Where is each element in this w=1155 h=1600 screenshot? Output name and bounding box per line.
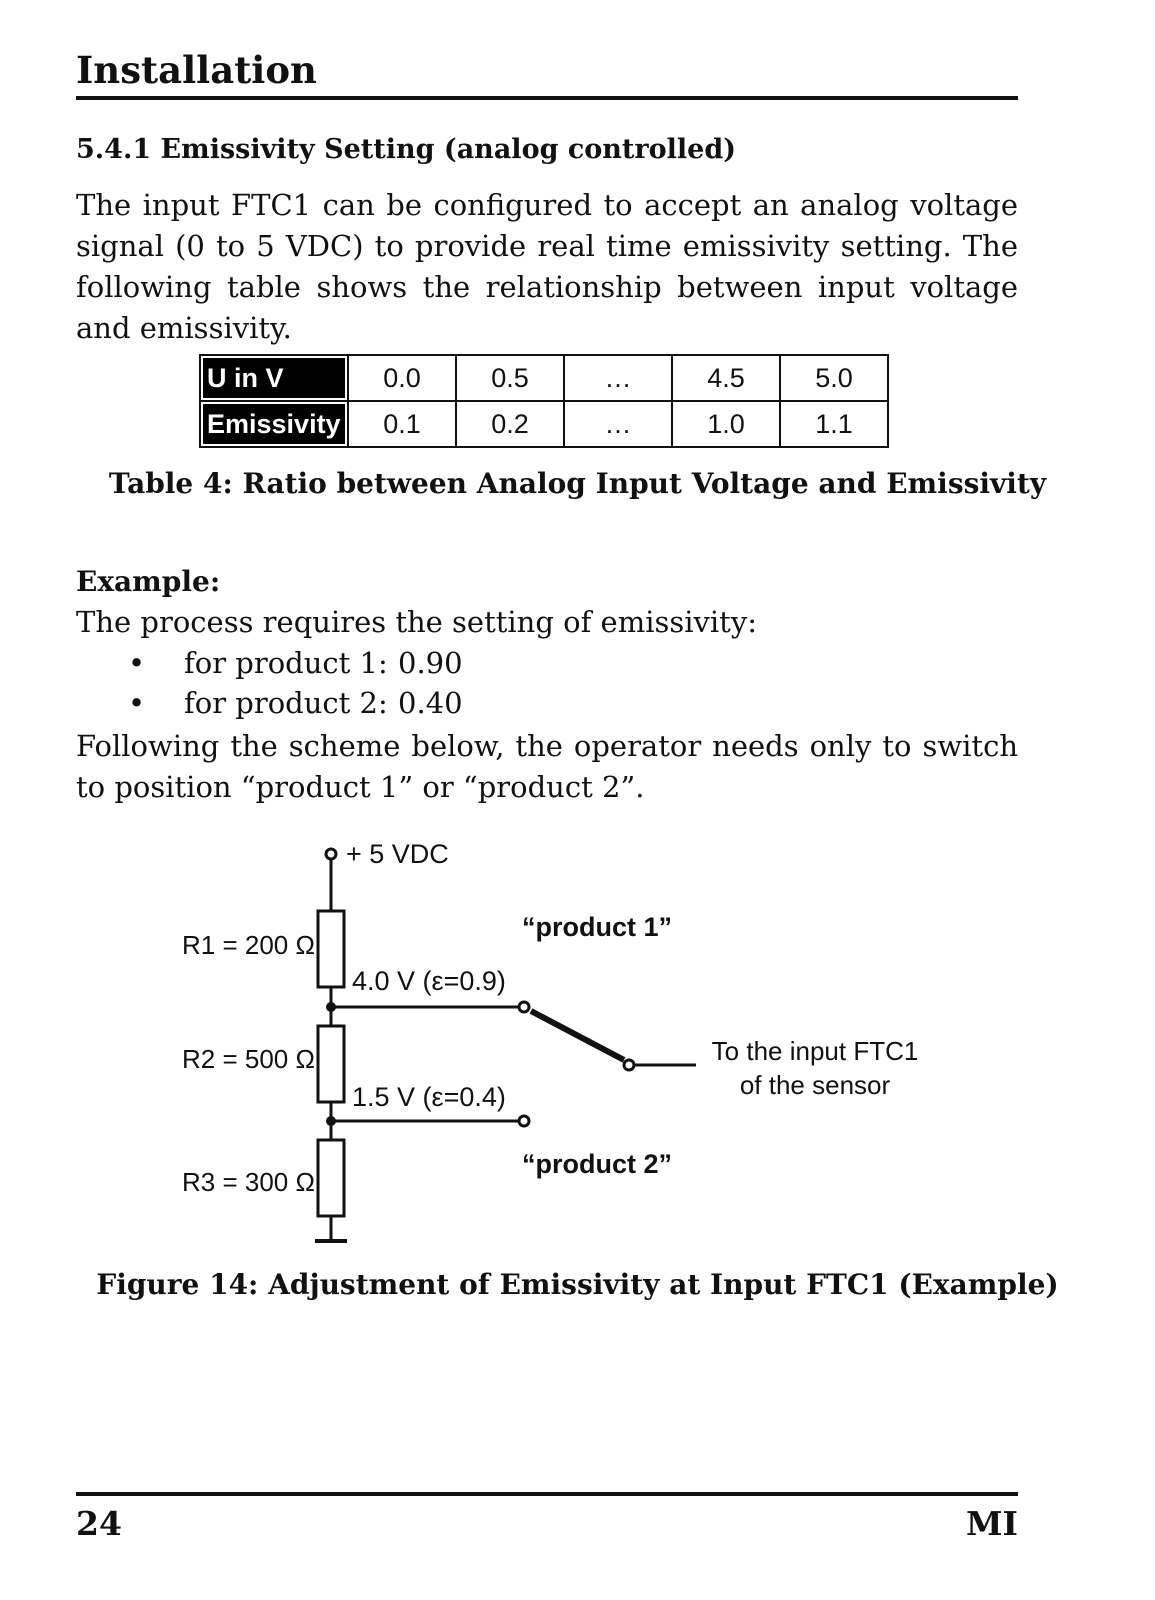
switch-contact-product-2 (519, 1116, 529, 1126)
table-cell: 4.5 (672, 355, 780, 401)
bullet-icon: • (128, 646, 146, 680)
resistor-r2 (318, 1026, 344, 1102)
product-2-label: “product 2” (522, 1149, 673, 1179)
bullet-icon: • (128, 686, 146, 720)
product-1-label: “product 1” (522, 912, 673, 942)
row-header-voltage: U in V (200, 355, 348, 401)
example-label: Example: (76, 565, 221, 598)
section-heading: 5.4.1 Emissivity Setting (analog controlled) (76, 134, 736, 165)
row-header-emissivity: Emissivity (200, 401, 348, 447)
table-cell: 5.0 (780, 355, 888, 401)
table-cell: … (564, 401, 672, 447)
product-label: for product 2: (184, 686, 388, 720)
voltage-emissivity-table (199, 354, 889, 448)
r2-label: R2 = 500 Ω (182, 1044, 315, 1074)
example-text: The process requires the setting of emissivity: (76, 605, 757, 639)
supply-label: + 5 VDC (346, 839, 449, 869)
r3-label: R3 = 300 Ω (182, 1167, 315, 1197)
manual-code: MI (966, 1504, 1018, 1543)
output-label-line-1: To the input FTC1 (711, 1036, 919, 1066)
follow-paragraph: Following the scheme below, the operator needs only to switch to position “product 1” or “product 2”. (76, 729, 1018, 804)
node-dot (326, 1116, 336, 1126)
r1-label: R1 = 200 Ω (182, 930, 315, 960)
table-cell: 1.1 (780, 401, 888, 447)
table-cell: 1.0 (672, 401, 780, 447)
footer-rule (76, 1492, 1018, 1496)
product-label: for product 1: (184, 646, 388, 680)
voltage-label-2: 1.5 V (ε=0.4) (352, 1082, 506, 1112)
table-row-voltage (200, 355, 888, 401)
page-header-title: Installation (76, 48, 317, 92)
table-cell: 0.1 (348, 401, 456, 447)
table-caption: Table 4: Ratio between Analog Input Voltage and Emissivity (108, 467, 1047, 500)
supply-terminal (326, 849, 336, 859)
product-value: 0.90 (398, 646, 463, 680)
table-cell: 0.2 (456, 401, 564, 447)
header-rule (76, 96, 1018, 100)
node-dot (326, 1002, 336, 1012)
voltage-label-1: 4.0 V (ε=0.9) (352, 966, 506, 996)
table-cell: 0.5 (456, 355, 564, 401)
table-row-emissivity (200, 401, 888, 447)
intro-paragraph: The input FTC1 can be configured to accept an analog voltage signal (0 to 5 VDC) to provide real time emissivity setting. The following table shows the relationship between input voltage and emissivity. (76, 188, 1018, 345)
product-value: 0.40 (398, 686, 463, 720)
switch-common-terminal (624, 1060, 634, 1070)
page-number: 24 (76, 1504, 122, 1543)
switch-lever (531, 1011, 624, 1060)
resistor-r3 (318, 1140, 344, 1216)
resistor-r1 (318, 911, 344, 987)
switch-contact-product-1 (519, 1002, 529, 1012)
output-label-line-2: of the sensor (739, 1070, 891, 1100)
table-cell: … (564, 355, 672, 401)
figure-caption: Figure 14: Adjustment of Emissivity at Input FTC1 (Example) (96, 1268, 1059, 1301)
table-cell: 0.0 (348, 355, 456, 401)
circuit-diagram (0, 820, 1155, 1260)
